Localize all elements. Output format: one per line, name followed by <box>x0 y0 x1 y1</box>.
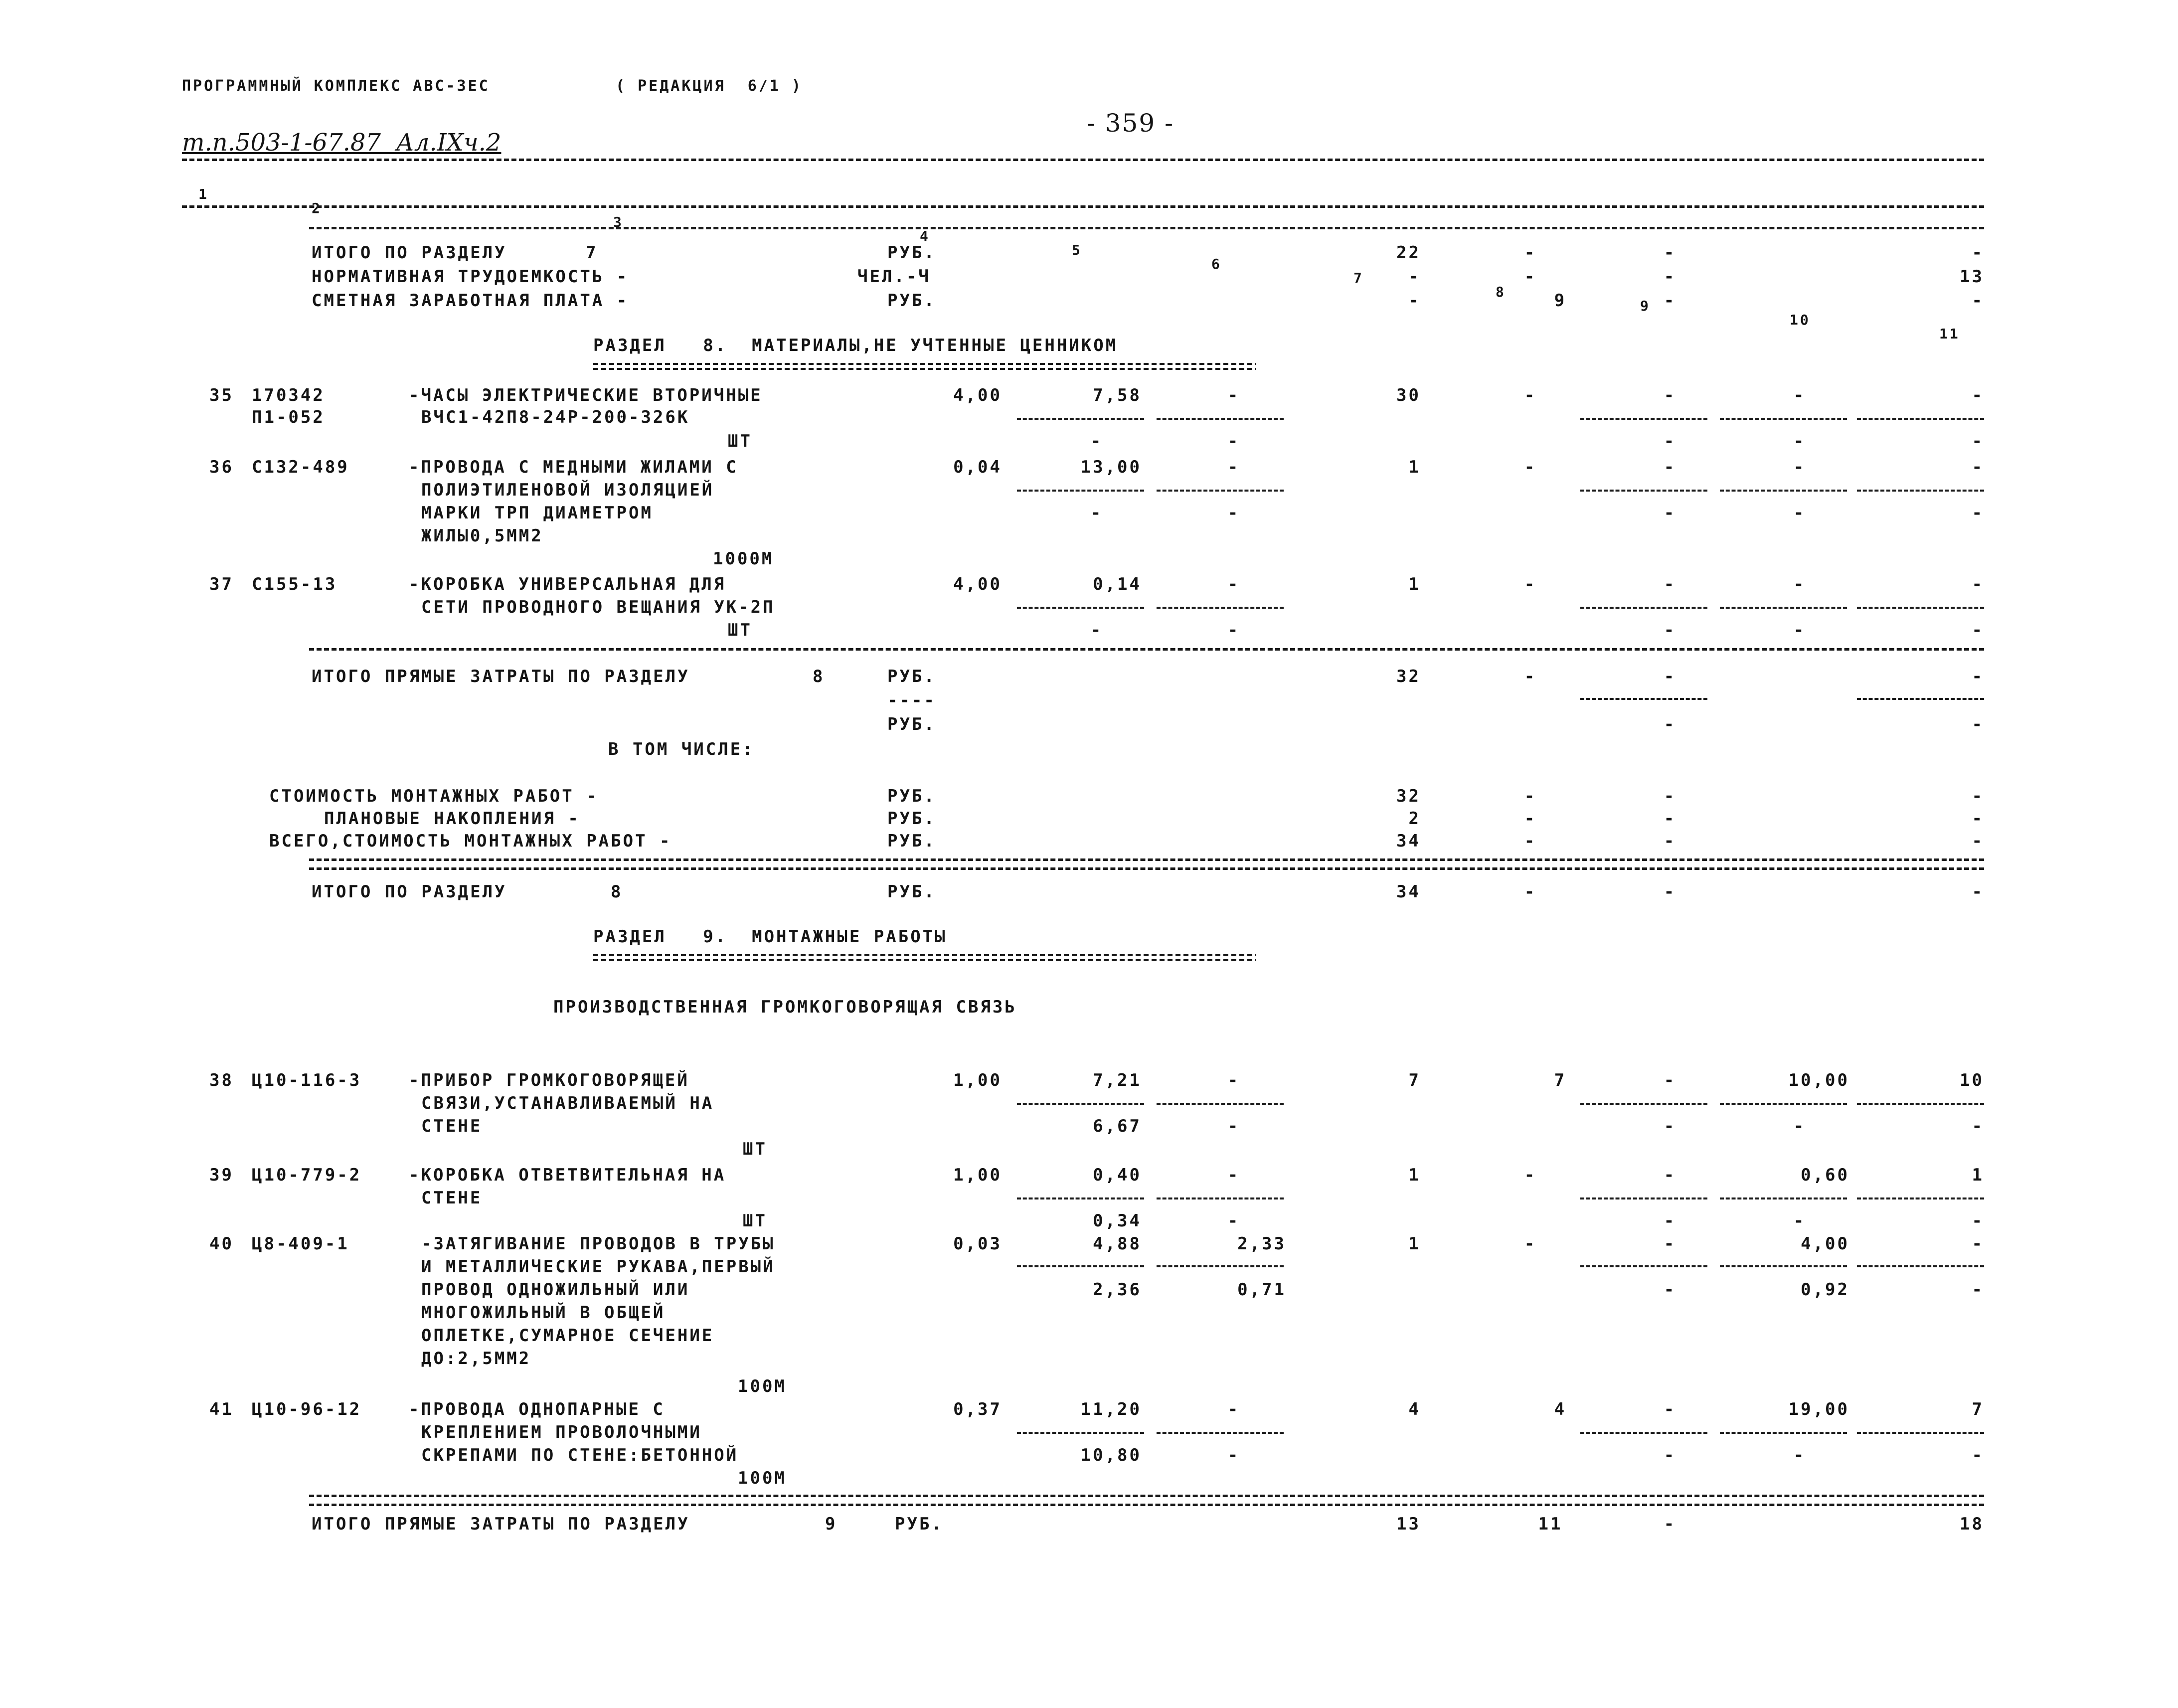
col-num-9: 9 <box>1640 298 1651 314</box>
section8-total-rule <box>309 858 1984 861</box>
page-number: - 359 - <box>1087 109 1174 138</box>
program-name: ПРОГРАММНЫЙ КОМПЛЕКС АВС-ЗЕС <box>182 77 490 95</box>
col-num-3: 3 <box>613 214 624 230</box>
col-num-1: 1 <box>198 186 209 202</box>
col-num-2: 2 <box>312 200 322 216</box>
section9-title: РАЗДЕЛ 9. МОНТАЖНЫЕ РАБОТЫ <box>593 927 947 947</box>
section7-total-rule <box>309 227 1984 229</box>
col-num-4: 4 <box>920 228 930 244</box>
section9-title-underline <box>593 954 1256 961</box>
col-num-6: 6 <box>1211 256 1222 272</box>
document-reference: т.п.503-1-67.87 Ал.IXч.2 <box>182 129 502 157</box>
col-num-10: 10 <box>1790 312 1811 328</box>
section8-title: РАЗДЕЛ 8. МАТЕРИАЛЫ,НЕ УЧТЕННЫЕ ЦЕННИКОМ <box>593 336 1118 355</box>
col-num-7: 7 <box>1353 270 1364 286</box>
section9-direct-rule <box>309 1495 1984 1497</box>
edition: ( РЕДАКЦИЯ 6/1 ) <box>616 77 803 95</box>
section9-subtitle: ПРОИЗВОДСТВЕННАЯ ГРОМКОГОВОРЯЩАЯ СВЯЗЬ <box>553 997 1017 1017</box>
section8-direct-rule <box>309 648 1984 651</box>
col-num-11: 11 <box>1939 326 1960 342</box>
col-num-8: 8 <box>1496 284 1506 300</box>
including-label: В ТОМ ЧИСЛЕ: <box>608 739 755 759</box>
column-header-rule <box>182 205 1984 208</box>
header-rule <box>182 159 1984 161</box>
col-num-5: 5 <box>1072 242 1082 258</box>
section8-title-underline <box>593 363 1256 370</box>
